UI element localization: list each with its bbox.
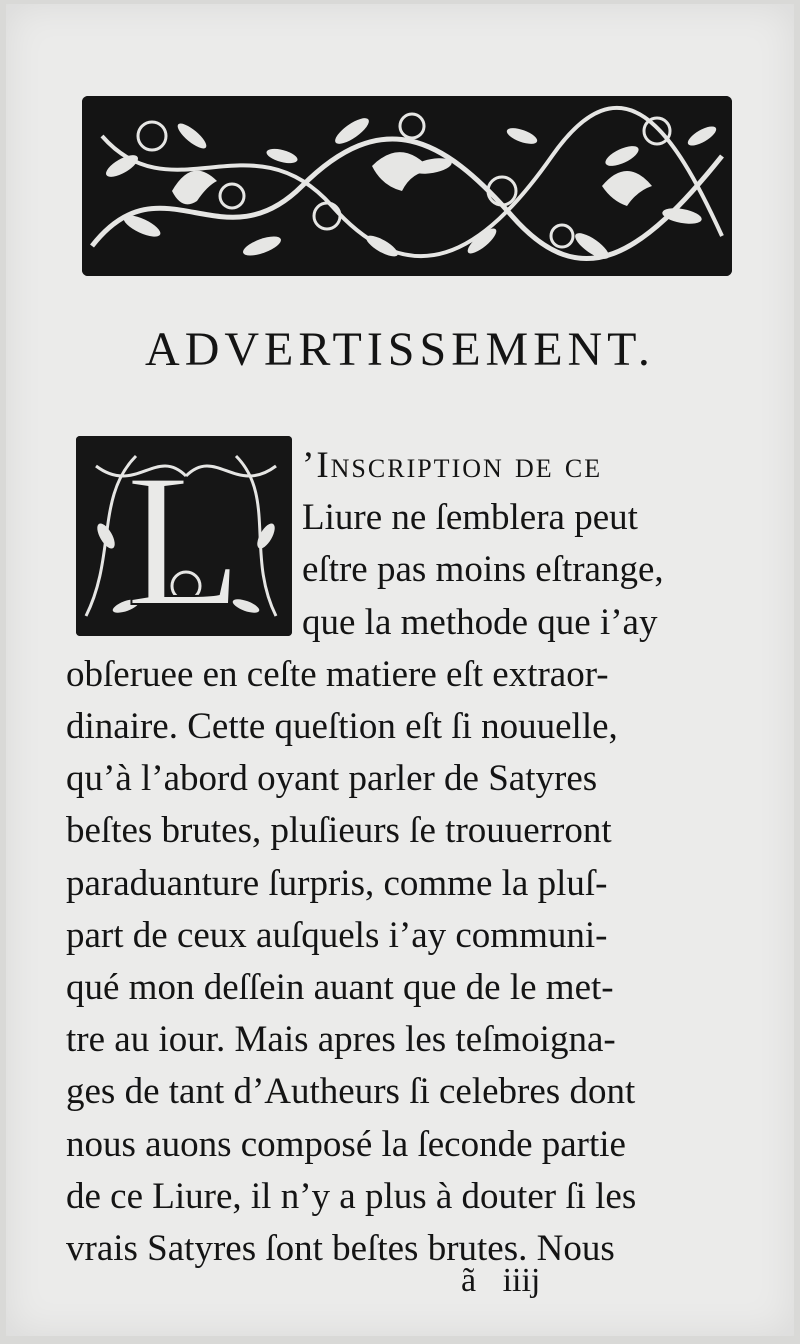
signature-mark: ã iiij	[461, 1262, 541, 1299]
text-line: ’Inscription de ce	[302, 445, 603, 486]
book-page	[6, 4, 794, 1336]
text-line: dinaire. Cette queſtion eſt ſi nouuelle,	[66, 706, 618, 748]
text-line: ges de tant d’Autheurs ſi celebres dont	[66, 1071, 636, 1113]
text-line: vrais Satyres ſont beſtes brutes. Nous	[66, 1228, 615, 1270]
text-line: beſtes brutes, pluſieurs ſe trouuerront	[66, 810, 612, 852]
text-line: nous auons composé la ſeconde partie	[66, 1123, 626, 1165]
text-line: que la methode que i’ay	[302, 601, 658, 643]
text-line: tre au iour. Mais apres les teſmoigna-	[66, 1019, 616, 1061]
text-line: obſeruee en ceſte matiere eſt extraor-	[66, 653, 609, 695]
floral-bird-woodcut-icon	[82, 96, 732, 276]
text-line: qué mon deſſein auant que de le met-	[66, 967, 614, 1009]
page-heading: ADVERTISSEMENT.	[145, 323, 655, 376]
text-line: de ce Liure, il n’y a plus à douter ſi les	[66, 1175, 637, 1217]
woodcut-headpiece	[82, 96, 732, 276]
text-line: paraduanture ſurpris, comme la pluſ-	[66, 862, 608, 904]
text-line: part de ceux auſquels i’ay communi-	[66, 914, 608, 956]
drop-cap-letter: L	[125, 436, 243, 636]
text-line: qu’à l’abord oyant parler de Satyres	[66, 758, 598, 800]
text-line: Liure ne ſemblera peut	[302, 497, 638, 539]
text-line: eſtre pas moins eſtrange,	[302, 549, 664, 591]
body-text	[66, 440, 716, 1275]
